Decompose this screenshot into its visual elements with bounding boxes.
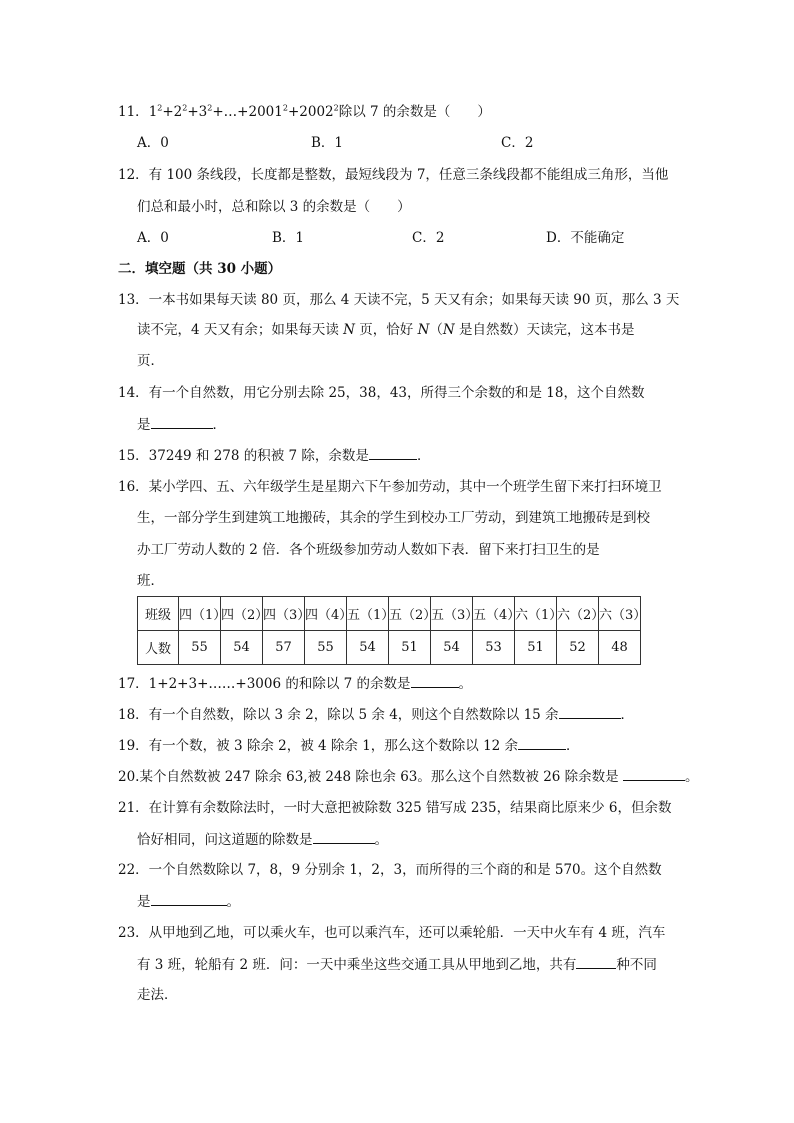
question-21-line-1: 21．在计算有余数除法时，一时大意把被除数 325 错写成 235，结果商比原来少 6，但余数 [118,800,672,816]
question-14-line-1: 14．有一个自然数，用它分别去除 25，38，43，所得三个余数的和是 18，这个自然数 [118,385,645,401]
expression: $1^2+2^2+3^2+\dots+2001^2+2002^2$ [148,103,339,120]
question-13-line-3: 页． [137,353,164,369]
table-cell: 五（4） [473,597,515,631]
question-13-line-2: 读不完，4 天又有余；如果每天读 N 页，恰好 N（N 是自然数）天读完，这本书是 [137,322,635,338]
question-11 [118,104,491,120]
question-22-line-2: 是 。 [137,894,240,910]
table-cell: 55 [179,631,221,665]
table-cell: 六（3） [599,597,641,631]
table-cell: 六（1） [515,597,557,631]
table-cell: 53 [473,631,515,665]
table-cell: 54 [431,631,473,665]
table-row [138,631,641,665]
answer-blank[interactable] [151,416,213,429]
option-b: B．1 [272,230,305,246]
answer-blank[interactable] [313,831,375,844]
question-23-line-3: 走法． [137,987,178,1003]
option-c: C．2 [501,135,534,151]
table-header-cell: 班级 [138,597,179,631]
table-header-cell: 人数 [138,631,179,665]
answer-blank[interactable] [518,737,566,750]
question-text: 除以 7 的余数是（ ） [338,104,491,120]
table-cell: 五（2） [389,597,431,631]
table-cell: 54 [347,631,389,665]
answer-blank[interactable] [576,956,616,969]
question-12-line-2: 们总和最小时，总和除以 3 的余数是（ ） [137,199,411,215]
table-cell: 51 [515,631,557,665]
table-cell: 52 [557,631,599,665]
table-cell: 57 [263,631,305,665]
answer-blank[interactable] [411,675,459,688]
question-21-line-2: 恰好相同，问这道题的除数是 。 [137,832,388,848]
section-title: 二．填空题（共 30 小题） [118,261,282,277]
question-20: 20.某个自然数被 247 除余 63,被 248 除也余 63。那么这个自然数被 26 除余数是 。 [118,769,699,785]
question-number: 11． [118,104,149,120]
option-a: A．0 [137,135,169,151]
table-cell: 五（3） [431,597,473,631]
question-17: 17．1+2+3+……+3006 的和除以 7 的余数是 。 [118,676,473,692]
option-b: B．1 [311,135,344,151]
question-14-line-2: 是 ． [137,417,226,433]
table-cell: 48 [599,631,641,665]
question-22-line-1: 22．一个自然数除以 7，8，9 分别余 1，2，3，而所得的三个商的和是 570。这个自然数 [118,862,662,878]
answer-blank[interactable] [369,447,417,460]
answer-blank[interactable] [559,706,621,719]
option-c: C．2 [412,230,445,246]
question-16-line-2: 生，一部分学生到建筑工地搬砖，其余的学生到校办工厂劳动，到建筑工地搬砖是到校 [137,510,650,526]
option-a: A．0 [137,230,169,246]
table-cell: 六（2） [557,597,599,631]
class-count-table [137,596,647,665]
question-19: 19．有一个数，被 3 除余 2，被 4 除余 1，那么这个数除以 12 余 ． [118,738,580,754]
table-cell: 四（4） [305,597,347,631]
question-16-line-1: 16．某小学四、五、六年级学生是星期六下午参加劳动，其中一个班学生留下来打扫环境卫 [118,479,662,495]
table-cell: 55 [305,631,347,665]
answer-blank[interactable] [623,768,685,781]
question-18: 18．有一个自然数，除以 3 余 2，除以 5 余 4，则这个自然数除以 15 余 ． [118,707,635,723]
question-23-line-2: 有 3 班，轮船有 2 班．问：一天中乘坐这些交通工具从甲地到乙地，共有 种不同 [137,957,657,973]
question-12-line-1: 12．有 100 条线段，长度都是整数，最短线段为 7，任意三条线段都不能组成三角形，当他 [118,167,669,183]
table-cell: 四（2） [221,597,263,631]
question-16-line-4: 班． [137,573,164,589]
table-cell: 54 [221,631,263,665]
table-cell: 四（3） [263,597,305,631]
question-16-line-3: 办工厂劳动人数的 2 倍．各个班级参加劳动人数如下表．留下来打扫卫生的是 [137,542,600,558]
answer-blank[interactable] [151,893,227,906]
option-d: D．不能确定 [546,230,625,246]
table-cell: 四（1） [179,597,221,631]
question-15: 15．37249 和 278 的积被 7 除，余数是 ． [118,448,431,464]
table-cell: 51 [389,631,431,665]
table-cell: 五（1） [347,597,389,631]
question-13-line-1: 13．一本书如果每天读 80 页，那么 4 天读不完，5 天又有余；如果每天读 90 页，那么 3 天 [118,292,680,308]
table-row [138,597,641,631]
question-23-line-1: 23．从甲地到乙地，可以乘火车，也可以乘汽车，还可以乘轮船．一天中火车有 4 班，汽车 [118,925,666,941]
